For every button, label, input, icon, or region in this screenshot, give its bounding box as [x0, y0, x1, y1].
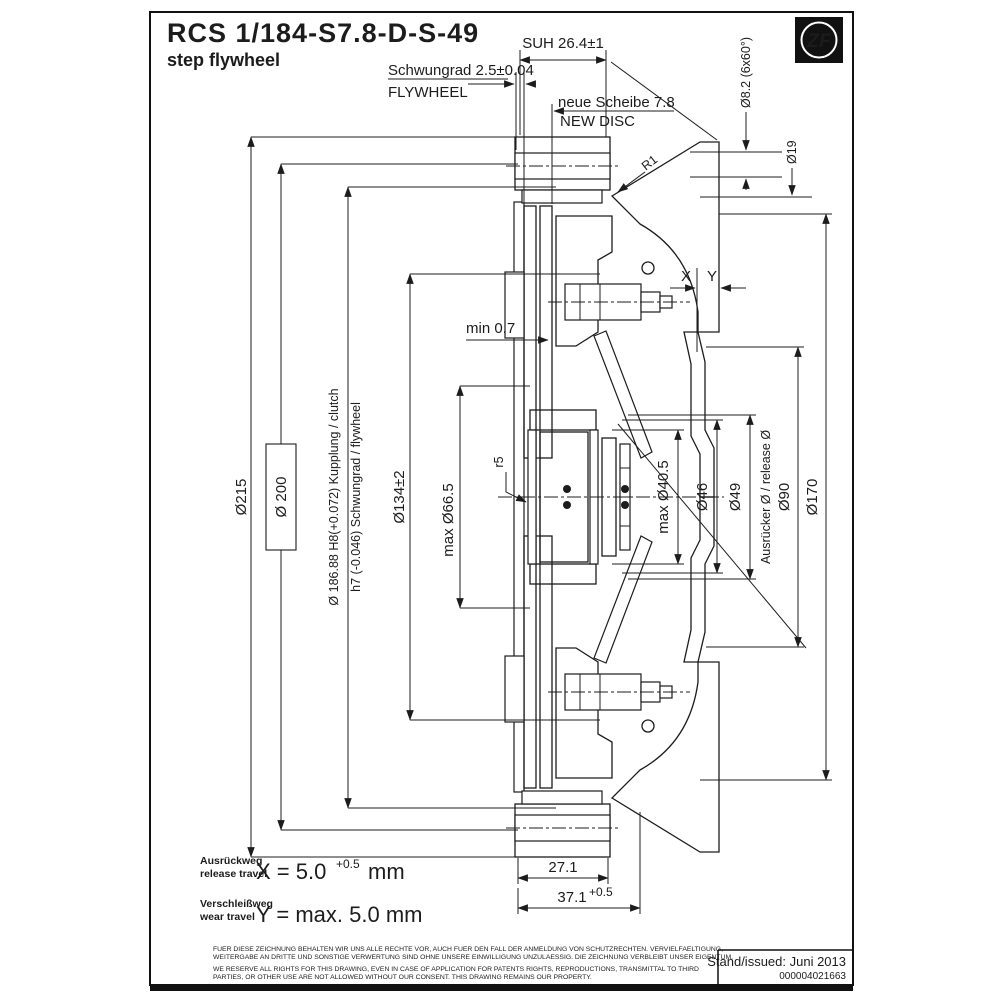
- drawing-subtitle: step flywheel: [167, 50, 281, 70]
- flywheel-step-bottom: [505, 656, 524, 722]
- dim-d90: Ø90: [776, 482, 793, 512]
- dim-min-gap: min 0.7: [466, 320, 516, 337]
- dim-flywheel-en: FLYWHEEL: [388, 84, 468, 101]
- note-release-sup: +0.5: [336, 857, 360, 871]
- dim-w371: 37.1: [557, 889, 587, 906]
- rivet: [621, 501, 629, 509]
- dim-d186-clutch: Ø 186.88 H8(+0.072) Kupplung / clutch: [327, 388, 341, 606]
- note-release-de: Ausrückweg: [200, 855, 263, 867]
- disclaimer-de-line1: FUER DIESE ZEICHNUNG BEHALTEN WIR UNS ALLE RECHTE VOR, AUCH FUER DEN FALL DER ANMELDUNG VON SCHUTZRECHTEN. VERVIELFAELTIGUNG,: [213, 946, 723, 953]
- dim-w271: 27.1: [548, 859, 578, 876]
- dim-suh: SUH 26.4±1: [522, 35, 604, 52]
- note-wear-de: Verschleißweg: [200, 898, 273, 910]
- dim-d49: Ø49: [727, 482, 744, 512]
- zf-logo: [795, 17, 843, 63]
- dim-r1: R1: [638, 152, 661, 174]
- disclaimer-de-line2: WEITERGABE AN DRITTE UND SONSTIGE VERWERTUNG SIND OHNE UNSERE EINWILLIGUNG UNZULAESSIG. DIE ZEICHNUNG VERBLEIBT UNSER EIGENTUM.: [213, 954, 734, 961]
- dim-new-disc-en: NEW DISC: [560, 113, 635, 130]
- dim-new-disc-de: neue Scheibe 7.8: [558, 94, 675, 111]
- dim-flywheel-de: Schwungrad 2.5±0.04: [388, 62, 534, 79]
- dim-d200: Ø 200: [273, 476, 290, 518]
- dim-d134: Ø134±2: [391, 470, 408, 524]
- dim-r5: r5: [492, 456, 506, 468]
- rivet: [563, 485, 571, 493]
- note-release-unit: mm: [368, 859, 405, 884]
- title-block-issued: Stand/issued: Juni 2013: [707, 954, 846, 969]
- sheet-frame: [150, 12, 853, 991]
- title-block-number: 000004021663: [779, 971, 846, 982]
- rivet: [563, 501, 571, 509]
- rivet: [621, 485, 629, 493]
- note-wear-en: wear travel: [200, 911, 255, 923]
- dim-x: X: [680, 268, 692, 285]
- dim-d66: max Ø66.5: [440, 483, 457, 557]
- dim-d19: Ø19: [785, 140, 799, 164]
- dim-w371-sup: +0.5: [589, 885, 613, 899]
- disclaimer-en-line2: PARTIES, OR OTHER USE ARE NOT ALLOWED WITHOUT OUR CONSENT. THIS DRAWING REMAINS OUR PROPERTY.: [213, 974, 592, 981]
- dim-d170: Ø170: [804, 478, 821, 516]
- drawing-title: RCS 1/184-S7.8-D-S-49: [167, 18, 480, 48]
- dim-d215: Ø215: [233, 478, 250, 516]
- dim-d46: Ø46: [694, 482, 711, 512]
- dim-d40: max Ø40.5: [655, 460, 672, 534]
- dim-y: Y: [706, 268, 718, 285]
- note-release-en: release travel: [200, 868, 268, 880]
- dim-release: Ausrücker Ø / release Ø: [759, 429, 773, 565]
- dim-bolt-holes: Ø8.2 (6x60°): [739, 36, 753, 108]
- disclaimer-en-line1: WE RESERVE ALL RIGHTS FOR THIS DRAWING, EVEN IN CASE OF APPLICATION FOR PATENTS RIGHTS, REPRODUCTIONS, TRANSMITTAL TO THIRD: [213, 966, 699, 973]
- note-wear-value: Y = max. 5.0 mm: [256, 902, 423, 927]
- note-release-value: X = 5.0: [256, 859, 327, 884]
- dim-d186-flywheel: h7 (-0.046) Schwungrad / flywheel: [349, 402, 363, 592]
- zf-logo-text: ZF: [807, 31, 831, 52]
